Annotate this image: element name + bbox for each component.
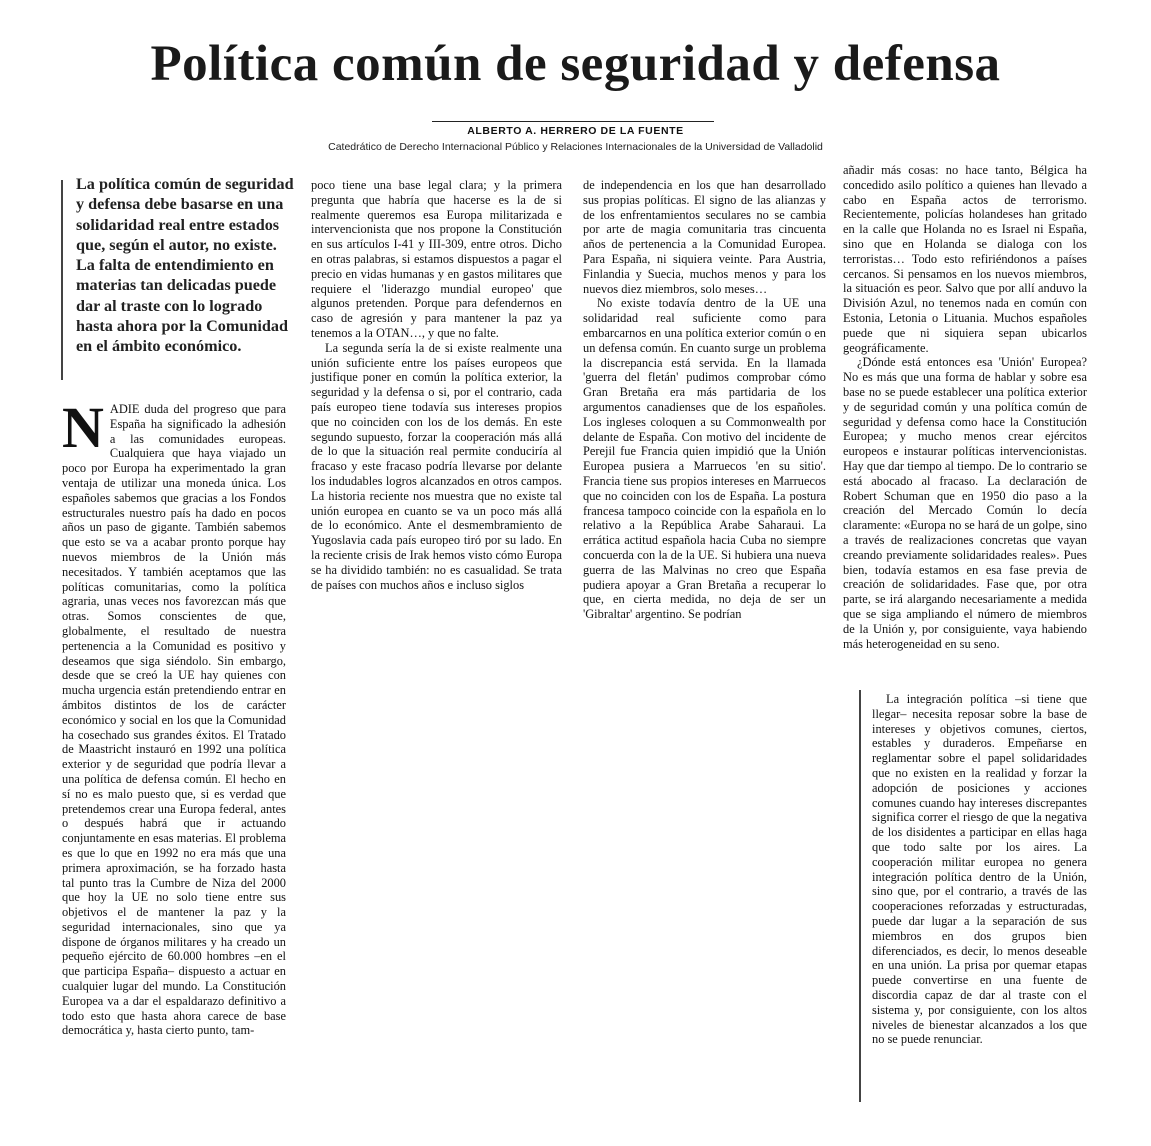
column-4 — [843, 163, 1087, 651]
body-paragraph: poco tiene una base legal clara; y la primera pregunta que habría que hacerse es la de si realmente queremos esa Europa militarizada e intervencionista que nos propone la Constitución en sus artículos I-41 y III-309, entre otros. Dicho en otras palabras, si estamos dispuestos a pagar el precio en vidas humanas y en gastos militares que requiere el 'liderazgo mundial europeo' que algunos pretenden. Porque para defendernos en caso de agresión y para mantener la paz ya tenemos a la OTAN…, y que no falte. — [311, 178, 562, 340]
body-paragraph: La integración política –si tiene que llegar– necesita reposar sobre la base de intereses y objetivos comunes, ciertos, estables y duraderos. Empeñarse en reglamentar sobre el papel solidaridades que no existen en la realidad y forzar la adopción de posiciones y acciones comunes cuando hay intereses discrepantes significa correr el riesgo de que la negativa de los disidentes a participar en ellas haga que todo salte por los aires. La cooperación militar europea no genera integración política dentro de la Unión, sino que, por el contrario, a través de las cooperaciones reforzadas y estructuradas, puede dar lugar a la separación de sus miembros en dos grupos bien diferenciados, es decir, lo menos deseable en una unión. La prisa por quemar etapas puede convertirse en una fuente de discordia capaz de dar al traste con el sistema y, por consiguiente, con los altos niveles de bienestar alcanzados a los que no se puede renunciar. — [872, 692, 1087, 1047]
headline: Política común de seguridad y defensa — [150, 36, 1001, 92]
body-paragraph: La segunda sería la de si existe realmente una unión suficiente entre los países europeos que justifique poner en común la política exterior, la seguridad y la defensa o si, por el contrario, cada país europeo tiene todavía sus intereses propios que no coinciden con los de los demás. En este segundo supuesto, forzar la cooperación más allá de lo que la situación real permite conduciría al fracaso y este fracaso podría llevarse por delante los indudables logros alcanzados en otros campos. La historia reciente nos muestra que no existe tal unión europea en cuanto se va un poco más allá de lo económico. Ante el desmembramiento de Yugoslavia cada país europeo tiró por su lado. En la reciente crisis de Irak hemos visto cómo Europa se ha dividido también: no es casualidad. Se trata de países con muchos años e incluso siglos — [311, 340, 562, 592]
drop-cap: N — [62, 395, 104, 460]
byline-rule — [432, 121, 714, 122]
column-5-divider — [859, 690, 861, 1102]
column-5 — [872, 692, 1087, 1047]
author-affiliation: Catedrático de Derecho Internacional Público y Relaciones Internacionales de la Universidad de Valladolid — [328, 141, 823, 153]
body-paragraph: No existe todavía dentro de la UE una solidaridad real suficiente como para embarcarnos en una política exterior común o en un defensa común. En cuanto surge un problema la discrepancia está servida. En la llamada 'guerra del fletán' pudimos comprobar cómo Gran Bretaña era más partidaria de los argumentos canadienses que de los españoles. Los ingleses coloquen a su Commonwealth por delante de España. Con motivo del incidente de Perejil fue Francia quien impidió que la Unión Europea pusiera a Marruecos 'en su sitio'. Francia tiene sus propios intereses en Marruecos que no coinciden con los de España. La postura francesa tampoco coincide con la española en lo relativo a la República Arabe Saharaui. La errática actitud española hacia Cuba no siempre concuerda con la de la UE. Si hubiera una nueva guerra de las Malvinas no creo que España pudiera apoyar a Gran Bretaña a recuperar lo que, en cierta medida, no deja de ser un 'Gibraltar' argentino. Se podrían — [583, 296, 826, 622]
column-1 — [62, 395, 286, 1038]
column-2 — [311, 178, 562, 592]
body-paragraph: añadir más cosas: no hace tanto, Bélgica ha concedido asilo político a quienes han llevado a cabo en España actos de terrorismo. Recientemente, policías holandeses han gritado en la calle que Holanda no es Israel ni España, sino que en Holanda se dialoga con los terroristas… Todo esto refiriéndonos a países cercanos. Si pensamos en los nuevos miembros, la situación es peor. Salvo que por allí anduvo la División Azul, no tenemos nada en común con Estonia, Letonia o Lituania. Muchos españoles puede que ni siquiera sepan ubicarlos geográficamente. — [843, 163, 1087, 355]
body-paragraph: ¿Dónde está entonces esa 'Unión' Europea? No es más que una forma de hablar y sobre esa base no se puede establecer una política exterior y de seguridad común y una política común de seguridad y defensa como hace la Constitución Europea; y mucho menos crear ejércitos europeos e instaurar políticas intervencionistas. Hay que dar tiempo al tiempo. De lo contrario se está abocado al fracaso. La declaración de Robert Schuman que en 1950 dio paso a la creación del Mercado Común lo decía claramente: «Europa no se hará de un golpe, sino a través de realizaciones concretas que vayan creando previamente solidaridades reales». Pues bien, todavía estamos en esa fase previa de creación de solidaridades. Fase que, por otra parte, se irá alargando necesariamente a medida que se siga ampliando el número de miembros de la Unión y, por consiguiente, vaya habiendo más heterogeneidad en su seno. — [843, 355, 1087, 651]
body-paragraph: de independencia en los que han desarrollado sus propias políticas. El signo de las alianzas y de los enfrentamientos seculares no se cambia por arte de magia comunitaria tras cincuenta años de pertenencia a la Comunidad Europea. Para España, ni siquiera veinte. Para Austria, Finlandia y Suecia, muchos menos y para los nuevos diez miembros, solo meses… — [583, 178, 826, 296]
lead-divider — [61, 180, 63, 380]
author-name: ALBERTO A. HERRERO DE LA FUENTE — [467, 125, 684, 137]
lead-paragraph: La política común de seguridad y defensa debe basarse en una solidaridad real entre estados que, según el autor, no existe. La falta de entendimiento en materias tan delicadas puede dar al traste con lo logrado hasta ahora por la Comunidad en el ámbito económico. — [76, 175, 294, 356]
col1-text: ADIE duda del progreso que para España ha significado la adhesión a las comunidades europeas. Cualquiera que haya viajado un poco por Europa ha experimentado la gran ventaja de utilizar una moneda única. Los españoles sabemos que gracias a los Fondos estructurales nuestro país ha dado en pocos años un paso de gigante. También sabemos que esto se va a acabar pronto porque hay nuevos miembros de la Unión más necesitados. Y también aceptamos que las políticas comunitarias, como la política agraria, unas veces nos favorezcan más que otras. Somos conscientes de que, globalmente, el resultado de nuestra pertenencia a la Comunidad es positivo y deseamos que siga siéndolo. Sin embargo, desde que se creó la UE hay quienes con mucha urgencia están pretendiendo entrar en ámbitos distintos de los de carácter económico y social en los que la Comunidad ha cosechado sus grandes éxitos. El Tratado de Maastricht instauró en 1992 una política exterior y de seguridad que podría llevar a una política de defensa común. El hecho en sí no es malo puesto que, si es verdad que pretendemos crear una Europa federal, antes o después habrá que ir actuando conjuntamente en esas materias. El problema es que lo que en 1992 no era más que una primera aproximación, se ha forzado hasta tal punto tras la Cumbre de Niza del 2000 que hoy la UE no solo tiene entre sus objetivos el de mantener la paz y la seguridad internacionales, sino que ya dispone de órganos militares y ha creado un pequeño ejército de 60.000 hombres –en el que participa España– dispuesto a actuar en cualquier lugar del mundo. La Constitución Europea va a dar el espaldarazo definitivo a todo esto que hasta ahora carece de base democrática y, hasta cierto punto, tam- — [62, 402, 286, 1038]
column-3 — [583, 178, 826, 622]
body-paragraph — [62, 395, 286, 1038]
